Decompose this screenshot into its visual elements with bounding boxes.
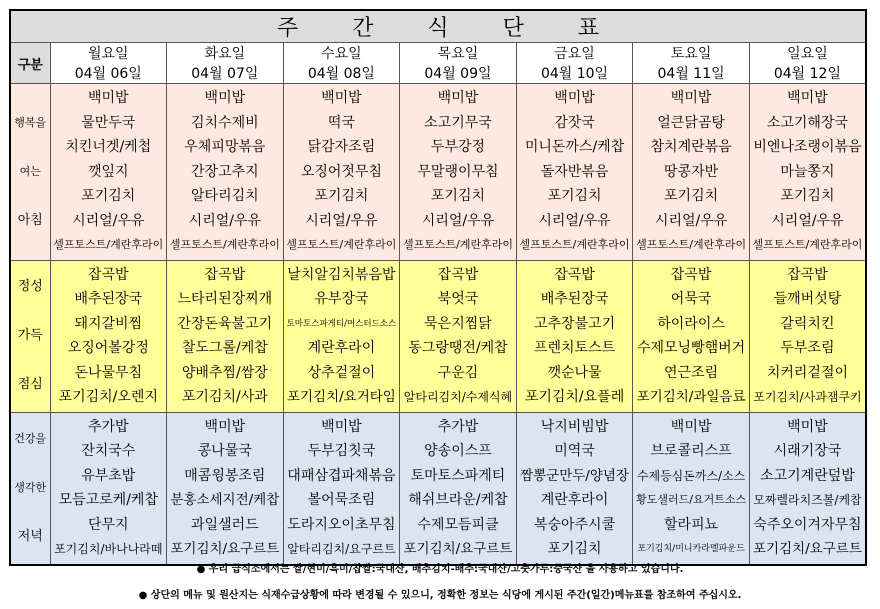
section-label-line bbox=[11, 348, 50, 373]
menu-item-list bbox=[167, 86, 283, 258]
day-date-sat: 04월 11일 bbox=[633, 63, 750, 84]
menu-item: 포기김치/오렌지 bbox=[58, 389, 158, 405]
menu-item: 포기김치/요구르트 bbox=[752, 541, 862, 557]
menu-item: 포기김치 bbox=[314, 188, 369, 204]
menu-item-list bbox=[51, 86, 167, 258]
menu-item-list bbox=[51, 415, 167, 562]
menu-item: 포기김치 bbox=[547, 541, 602, 557]
dinner-label bbox=[10, 412, 50, 565]
menu-item: 갈릭치킨 bbox=[780, 315, 835, 332]
menu-item-list bbox=[633, 263, 749, 410]
menu-item: 배추된장국 bbox=[540, 291, 609, 307]
menu-item: 연근조림 bbox=[664, 364, 719, 381]
menu-item: 대패삼겹파채볶음 bbox=[287, 467, 396, 484]
menu-item: 상추겉절이 bbox=[307, 364, 376, 381]
menu-item: 백미밥 bbox=[787, 90, 828, 106]
menu-item: 닭감자조림 bbox=[307, 139, 376, 155]
menu-item: 수제등심돈까스/소스 bbox=[636, 468, 746, 483]
menu-item-list bbox=[400, 415, 516, 562]
menu-item-list bbox=[517, 86, 633, 258]
change-notice: ● 상단의 메뉴 및 원산지는 식재수급상황에 따라 변경될 수 있으니, 정확한 정보는 식당에 게시된 주간(일간)메뉴표를 참조하여 주십시오. bbox=[138, 590, 742, 601]
menu-item: 알타리김치/요구르트 bbox=[287, 542, 396, 556]
menu-item: 셀프토스트/계란후라이 bbox=[636, 238, 747, 251]
menu-item: 백미밥 bbox=[670, 418, 712, 435]
menu-item-list bbox=[633, 86, 749, 258]
menu-item: 해쉬브라운/케찹 bbox=[408, 492, 508, 508]
day-date-wed: 04월 08일 bbox=[283, 63, 400, 84]
dinner-cell-sat bbox=[633, 412, 750, 565]
menu-item: 시리얼/우유 bbox=[305, 212, 378, 229]
menu-item: 잡곡밥 bbox=[670, 266, 712, 283]
breakfast-cell-sun bbox=[749, 84, 866, 261]
menu-item: 토마토스파게티 bbox=[410, 467, 506, 484]
section-label-line bbox=[11, 299, 50, 324]
dinner-cell-thu bbox=[400, 412, 517, 565]
section-label-line bbox=[11, 451, 50, 476]
menu-item: 소고기해장국 bbox=[766, 114, 849, 131]
menu-item: 참치계란볶음 bbox=[650, 139, 732, 155]
menu-item: 브로콜리스프 bbox=[650, 443, 732, 459]
section-label-line: 저녁 bbox=[17, 528, 43, 544]
menu-item-list bbox=[633, 415, 749, 562]
menu-item: 백미밥 bbox=[204, 418, 246, 435]
section-label-line bbox=[11, 135, 50, 160]
section-label-line: 점심 bbox=[17, 376, 43, 392]
day-name-thu: 목요일 bbox=[400, 43, 517, 64]
menu-item: 찰도그롤/케찹 bbox=[181, 340, 268, 356]
menu-item: 백미밥 bbox=[670, 90, 712, 106]
menu-item: 시리얼/우유 bbox=[654, 212, 728, 229]
menu-item: 두부조림 bbox=[780, 340, 835, 356]
menu-item: 할라피뇨 bbox=[664, 516, 719, 533]
menu-item: 돈나물무침 bbox=[74, 364, 143, 381]
day-date-tue: 04월 07일 bbox=[167, 63, 284, 84]
section-label-line bbox=[11, 184, 50, 209]
day-date-thu: 04월 09일 bbox=[400, 63, 517, 84]
menu-item: 간장고추지 bbox=[191, 163, 259, 180]
menu-item: 백미밥 bbox=[204, 90, 246, 106]
gubun-header: 구분 bbox=[10, 43, 50, 84]
menu-item: 추가밥 bbox=[87, 418, 129, 435]
breakfast-cell-fri bbox=[516, 84, 633, 261]
dinner-cell-sun bbox=[749, 412, 866, 565]
menu-item: 유부장국 bbox=[314, 291, 369, 307]
breakfast-label bbox=[10, 84, 50, 261]
menu-item: 김치수제비 bbox=[191, 114, 259, 131]
day-name-sun: 일요일 bbox=[749, 43, 866, 64]
menu-item: 깻잎지 bbox=[87, 163, 129, 180]
menu-item: 수제모듬피클 bbox=[417, 516, 499, 533]
menu-item: 들깨버섯탕 bbox=[773, 291, 842, 307]
menu-item: 동그랑땡전/케찹 bbox=[408, 340, 508, 356]
menu-item: 볼어묵조림 bbox=[307, 492, 376, 508]
day-name-tue: 화요일 bbox=[167, 43, 284, 64]
menu-item: 배추된장국 bbox=[74, 291, 143, 307]
breakfast-cell-tue bbox=[167, 84, 284, 261]
menu-item: 두부강정 bbox=[430, 139, 486, 155]
menu-item: 콩나물국 bbox=[197, 443, 252, 459]
lunch-cell-sun bbox=[749, 260, 866, 412]
menu-item: 프렌치토스트 bbox=[533, 340, 616, 356]
menu-item: 떡국 bbox=[327, 114, 355, 131]
menu-item: 양배추찜/쌈장 bbox=[181, 364, 268, 381]
day-name-mon: 월요일 bbox=[50, 43, 167, 64]
menu-item-list bbox=[167, 263, 283, 410]
menu-item: 포기김치/요구르트 bbox=[170, 541, 280, 557]
breakfast-cell-wed bbox=[283, 84, 400, 261]
section-label-line: 행복을 bbox=[14, 115, 47, 129]
lunch-cell-wed bbox=[283, 260, 400, 412]
menu-item: 시리얼/우유 bbox=[771, 212, 844, 229]
menu-item: 황도샐러드/요거트소스 bbox=[636, 493, 747, 506]
day-date-sun: 04월 12일 bbox=[749, 63, 866, 84]
menu-item: 미역국 bbox=[554, 443, 595, 459]
menu-item: 시리얼/우유 bbox=[538, 212, 611, 229]
menu-item: 백미밥 bbox=[437, 90, 479, 106]
menu-item: 알타리김치 bbox=[191, 188, 259, 204]
menu-item: 짬뽕군만두/양념장 bbox=[520, 467, 629, 484]
menu-item: 분홍소세지전/케찹 bbox=[170, 492, 280, 508]
menu-item: 치커리겉절이 bbox=[766, 364, 849, 381]
menu-item-list bbox=[517, 263, 633, 410]
menu-item: 낙지비빔밥 bbox=[540, 418, 609, 435]
menu-item: 유부초밥 bbox=[81, 467, 136, 484]
menu-item: 감잣국 bbox=[554, 114, 595, 131]
menu-item: 포기김치 bbox=[81, 188, 136, 204]
menu-item: 도라지오이초무침 bbox=[287, 516, 396, 533]
menu-item: 묵은지찜닭 bbox=[424, 315, 492, 332]
menu-item-list bbox=[400, 263, 516, 410]
lunch-label bbox=[10, 260, 50, 412]
section-label-line: 정성 bbox=[17, 278, 43, 294]
menu-item: 모짜렐라치즈볼/케찹 bbox=[753, 493, 862, 507]
menu-item: 물만두국 bbox=[81, 114, 136, 131]
menu-item: 토마토스파게티/머스터드소스 bbox=[286, 318, 397, 329]
menu-item: 포기김치/바나나라떼 bbox=[54, 542, 163, 556]
menu-item-list bbox=[284, 86, 400, 258]
menu-item: 시리얼/우유 bbox=[72, 212, 145, 229]
menu-item: 구운김 bbox=[437, 364, 479, 381]
menu-item-list bbox=[750, 415, 865, 562]
menu-item: 모듬고로케/케찹 bbox=[58, 492, 158, 508]
section-label-line: 생각한 bbox=[14, 480, 47, 494]
breakfast-cell-sat bbox=[633, 84, 750, 261]
menu-item: 단무지 bbox=[87, 516, 129, 533]
menu-item: 잡곡밥 bbox=[204, 266, 246, 283]
section-label-line: 아침 bbox=[17, 212, 43, 228]
menu-item: 포기김치 bbox=[547, 188, 602, 204]
menu-item: 돼지갈비찜 bbox=[74, 315, 143, 332]
menu-item: 매콤윙봉조림 bbox=[184, 467, 266, 484]
menu-item: 백미밥 bbox=[87, 90, 129, 106]
menu-item: 잡곡밥 bbox=[554, 266, 595, 283]
menu-item: 셀프토스트/계란후라이 bbox=[53, 238, 164, 251]
day-name-wed: 수요일 bbox=[283, 43, 400, 64]
menu-item: 치킨너겟/케첩 bbox=[65, 139, 152, 155]
menu-item: 포기김치/미니카라멜파운드 bbox=[637, 544, 745, 554]
breakfast-cell-mon bbox=[50, 84, 167, 261]
menu-item: 어묵국 bbox=[670, 291, 712, 307]
menu-item: 소고기무국 bbox=[424, 114, 492, 131]
menu-item: 숙주오이겨자무침 bbox=[753, 516, 862, 533]
lunch-cell-fri bbox=[516, 260, 633, 412]
menu-item: 셀프토스트/계란후라이 bbox=[752, 238, 863, 251]
menu-item: 북엇국 bbox=[437, 291, 479, 307]
menu-item: 수제모닝빵햄버거 bbox=[636, 340, 746, 356]
day-date-mon: 04월 06일 bbox=[50, 63, 167, 84]
menu-item: 느타리된장찌개 bbox=[177, 291, 273, 307]
menu-item: 셀프토스트/계란후라이 bbox=[402, 238, 513, 251]
menu-item: 포기김치/사과잼쿠키 bbox=[753, 390, 862, 404]
menu-item-list bbox=[750, 263, 865, 410]
menu-item: 포기김치/요거타임 bbox=[286, 389, 396, 405]
lunch-cell-thu bbox=[400, 260, 517, 412]
page-title: 주간식단표 bbox=[10, 10, 866, 43]
dinner-cell-tue bbox=[167, 412, 284, 565]
lunch-cell-tue bbox=[167, 260, 284, 412]
menu-item: 백미밥 bbox=[321, 418, 362, 435]
lunch-cell-sat bbox=[633, 260, 750, 412]
menu-item: 복숭아주시쿨 bbox=[533, 516, 616, 533]
day-date-fri: 04월 10일 bbox=[516, 63, 633, 84]
menu-item: 잡곡밥 bbox=[787, 266, 828, 283]
menu-item-list bbox=[167, 415, 283, 562]
menu-item: 마늘쫑지 bbox=[780, 163, 835, 180]
weekly-menu-table bbox=[9, 9, 867, 566]
menu-item: 백미밥 bbox=[321, 90, 362, 106]
menu-item: 깻순나물 bbox=[547, 364, 602, 381]
menu-item: 우체피망볶음 bbox=[184, 139, 266, 155]
menu-item: 무말랭이무침 bbox=[417, 163, 499, 180]
section-label-line: 여는 bbox=[19, 164, 41, 178]
menu-item-list bbox=[750, 86, 865, 258]
section-label-line: 가득 bbox=[17, 327, 43, 343]
menu-item: 얼큰닭곰탕 bbox=[657, 114, 725, 131]
menu-item: 잡곡밥 bbox=[437, 266, 479, 283]
menu-item: 알타리김치/수제식혜 bbox=[403, 390, 513, 404]
menu-item: 포기김치 bbox=[430, 188, 486, 204]
menu-item: 돌자반볶음 bbox=[540, 163, 609, 180]
lunch-cell-mon bbox=[50, 260, 167, 412]
day-name-fri: 금요일 bbox=[516, 43, 633, 64]
menu-item: 과일샐러드 bbox=[191, 516, 259, 533]
breakfast-cell-thu bbox=[400, 84, 517, 261]
menu-item: 포기김치/사과 bbox=[181, 389, 268, 405]
menu-item: 시리얼/우유 bbox=[421, 212, 495, 229]
menu-item: 두부김칫국 bbox=[307, 443, 376, 459]
menu-item-list bbox=[51, 263, 167, 410]
menu-item: 셀프토스트/계란후라이 bbox=[286, 238, 397, 251]
dinner-cell-mon bbox=[50, 412, 167, 565]
menu-item: 오징어볼강정 bbox=[67, 340, 149, 356]
menu-item: 양송이스프 bbox=[424, 443, 492, 459]
menu-item: 비엔나조랭이볶음 bbox=[753, 139, 862, 155]
menu-item: 간장돈육불고기 bbox=[177, 315, 273, 332]
menu-item: 백미밥 bbox=[554, 90, 595, 106]
menu-item: 소고기계란덮밥 bbox=[760, 467, 855, 484]
menu-item: 오징어젓무침 bbox=[300, 163, 382, 180]
menu-item: 시리얼/우유 bbox=[188, 212, 262, 229]
menu-item: 하이라이스 bbox=[657, 315, 725, 332]
dinner-cell-fri bbox=[516, 412, 633, 565]
menu-item: 시래기장국 bbox=[773, 443, 842, 459]
menu-item: 추가밥 bbox=[437, 418, 479, 435]
lunch-row bbox=[10, 260, 866, 412]
menu-item: 포기김치 bbox=[780, 188, 835, 204]
menu-item: 포기김치/과일음료 bbox=[636, 389, 746, 405]
menu-item-list bbox=[400, 86, 516, 258]
menu-item-list bbox=[284, 415, 400, 562]
menu-item: 땅콩자반 bbox=[664, 163, 719, 180]
menu-item: 계란후라이 bbox=[307, 340, 376, 356]
menu-item: 백미밥 bbox=[787, 418, 828, 435]
menu-item: 미니돈까스/케찹 bbox=[524, 139, 625, 155]
menu-item: 고추장불고기 bbox=[533, 315, 616, 332]
menu-item: 포기김치 bbox=[664, 188, 719, 204]
menu-item: 잔치국수 bbox=[81, 443, 136, 459]
menu-item: 셀프토스트/계란후라이 bbox=[519, 238, 630, 251]
day-name-sat: 토요일 bbox=[633, 43, 750, 64]
breakfast-row bbox=[10, 84, 866, 261]
dinner-cell-wed bbox=[283, 412, 400, 565]
section-label-line: 건강을 bbox=[14, 431, 47, 445]
section-label-line bbox=[11, 500, 50, 525]
origin-notice: ● 우리 급식소에서는 쌀/현미/흑미/찹쌀:국내산, 배추김치-배추:국내산/고춧가루:중국산 을 사용하고 있습니다. bbox=[196, 564, 684, 575]
menu-item-list bbox=[517, 415, 633, 562]
menu-item: 포기김치/요구르트 bbox=[403, 541, 513, 557]
dinner-row bbox=[10, 412, 866, 565]
menu-item: 날치알김치볶음밥 bbox=[287, 266, 396, 283]
menu-item: 계란후라이 bbox=[540, 492, 609, 508]
menu-item-list bbox=[284, 263, 400, 410]
menu-item: 셀프토스트/계란후라이 bbox=[169, 238, 280, 251]
menu-item: 잡곡밥 bbox=[87, 266, 129, 283]
menu-item: 포기김치/요플레 bbox=[524, 389, 625, 405]
